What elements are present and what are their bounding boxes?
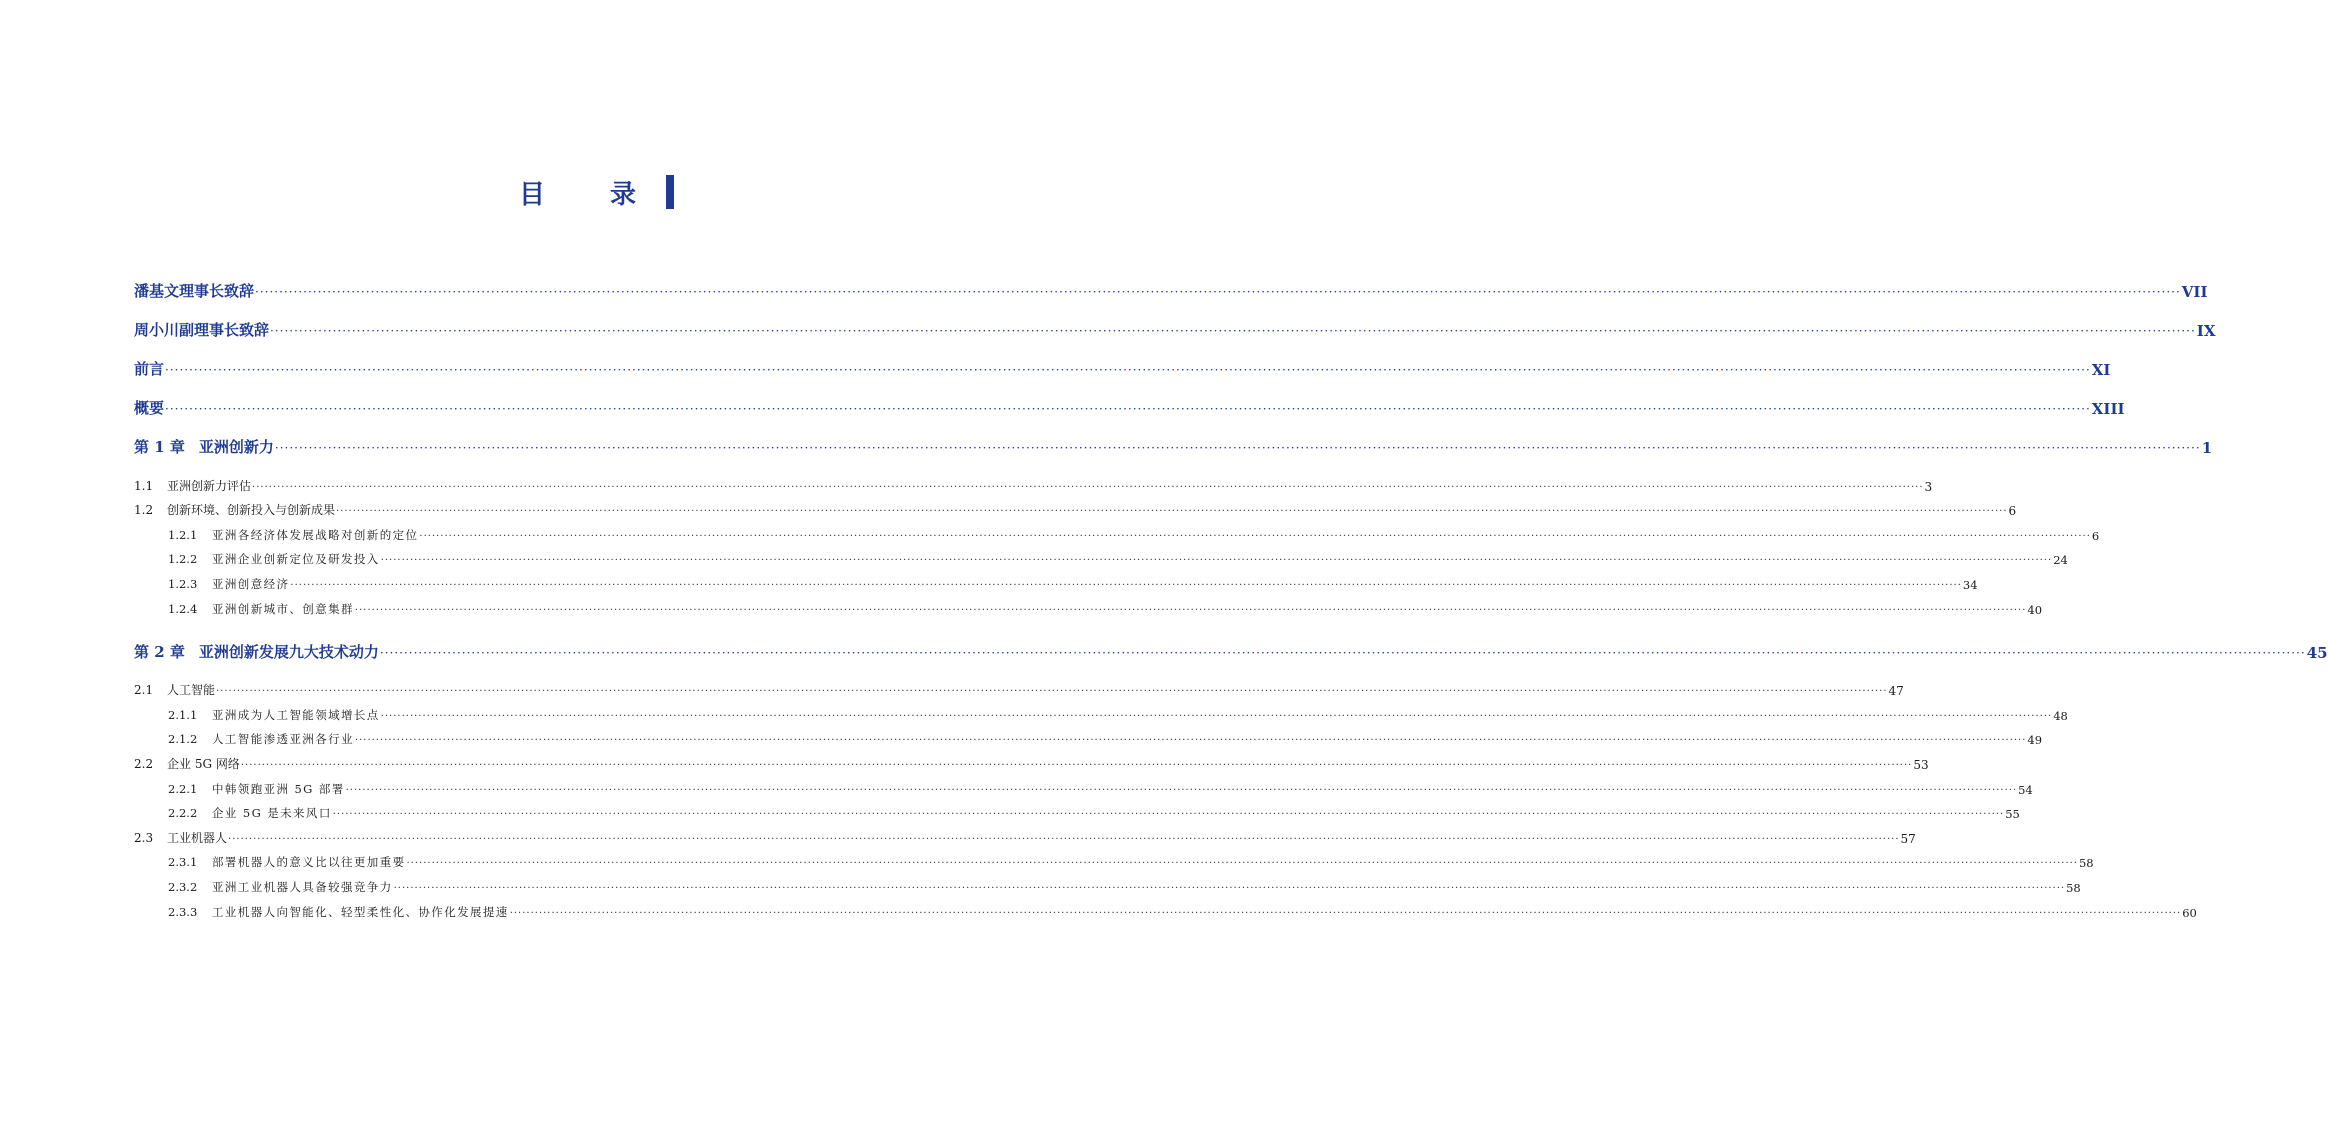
toc-header [519, 174, 674, 210]
toc-entry[interactable] [134, 674, 1904, 699]
toc-entry-label [134, 501, 335, 518]
toc-entry-number: 1.2 [134, 503, 154, 518]
dot-leader: ················································································································································································································································································································································································································ [228, 833, 1900, 845]
toc-entry-page: 47 [1888, 684, 1904, 699]
toc-entry-page: 54 [2018, 782, 2033, 797]
toc-entry-number: 2.3.1 [168, 855, 198, 870]
toc-entry-title: 亚洲成为人工智能领域增长点 [212, 707, 380, 722]
toc-entry-title: 人工智能 [167, 683, 216, 698]
table-of-contents [134, 262, 2328, 920]
toc-entry-title: 周小川副理事长致辞 [134, 321, 270, 339]
toc-entry-number: 1.2.1 [168, 527, 198, 542]
page-title: 目 录 [518, 179, 664, 210]
toc-entry[interactable] [134, 747, 1929, 772]
toc-entry-number: 1.2.4 [168, 601, 198, 616]
toc-entry-label [168, 731, 354, 747]
toc-entry-title: 企业 5G 是未来风口 [212, 806, 332, 821]
toc-entry-page: 57 [1900, 831, 1916, 846]
toc-entry-label [168, 879, 393, 895]
toc-entry-title: 亚洲创新城市、创意集群 [212, 601, 354, 616]
toc-entry-title: 亚洲创意经济 [212, 576, 290, 591]
dot-leader: ················································································································································································································································································································································································································ [354, 604, 2027, 616]
toc-entry-label [134, 280, 254, 301]
toc-entry-page: 49 [2027, 733, 2043, 748]
toc-entry[interactable] [134, 870, 2081, 895]
dot-leader: ················································································································································································································································································································································································································ [255, 285, 2181, 299]
toc-entry-number: 2.3.2 [168, 879, 198, 894]
toc-entry[interactable] [134, 494, 2017, 519]
toc-entry-title: 亚洲各经济体发展战略对创新的定位 [212, 527, 419, 542]
toc-entry-title: 企业 5G 网络 [167, 756, 240, 771]
toc-entry-label [134, 319, 269, 340]
toc-entry[interactable] [134, 418, 2213, 457]
toc-entry-label [168, 551, 380, 567]
toc-entry-title: 概要 [134, 399, 165, 417]
toc-entry-page: 58 [2078, 856, 2094, 871]
toc-entry-page: 53 [1913, 757, 1929, 772]
toc-entry[interactable] [134, 623, 2328, 662]
toc-entry-label [134, 397, 164, 418]
toc-entry-number: 1.2.3 [168, 576, 198, 591]
toc-entry[interactable] [134, 821, 1916, 846]
toc-entry-page: 34 [1962, 577, 1978, 592]
toc-entry-number: 2.3.3 [168, 904, 198, 919]
toc-entry-number: 第 2 章 [134, 642, 185, 661]
toc-entry-label [168, 527, 418, 543]
toc-entry-page: 58 [2066, 880, 2081, 895]
toc-entry-page: XI [2091, 361, 2111, 379]
toc-entry-number: 1.1 [134, 478, 154, 493]
dot-leader: ················································································································································································································································································································································································································ [240, 759, 1913, 771]
toc-entry[interactable] [134, 592, 2043, 617]
toc-entry-label [168, 601, 354, 617]
toc-entry[interactable] [134, 379, 2125, 418]
toc-entry-number: 2.1.1 [168, 707, 198, 722]
toc-entry-label [168, 904, 509, 920]
toc-entry-page: 45 [2306, 643, 2328, 662]
dot-leader: ················································································································································································································································································································································································································ [252, 481, 1924, 493]
dot-leader: ················································································································································································································································································································································································································ [380, 555, 2053, 567]
toc-entry-page: 24 [2053, 553, 2068, 568]
toc-entry-page: 6 [2091, 528, 2100, 543]
dot-leader: ················································································································································································································································································································································································································ [216, 686, 1888, 698]
toc-entry-label [168, 805, 332, 821]
toc-entry[interactable] [134, 543, 2068, 568]
toc-entry[interactable] [134, 772, 2033, 797]
toc-entry-number: 2.1.2 [168, 732, 198, 747]
toc-entry[interactable] [134, 301, 2216, 340]
toc-entry-page: 60 [2182, 905, 2197, 920]
toc-entry-label [134, 681, 215, 698]
dot-leader: ················································································································································································································································································································································································································ [290, 579, 1962, 591]
dot-leader: ················································································································································································································································································································································································································ [270, 324, 2196, 338]
toc-entry-label [134, 358, 164, 379]
dot-leader: ················································································································································································································································································································································································································ [509, 907, 2182, 919]
toc-entry-label [168, 781, 345, 797]
toc-entry-page: 3 [1924, 479, 1933, 494]
dot-leader: ················································································································································································································································································································································································································ [393, 882, 2066, 894]
toc-entry-label [168, 707, 380, 723]
title-accent-bar [666, 175, 674, 209]
toc-entry-number: 2.2.2 [168, 806, 198, 821]
toc-entry-page: IX [2196, 322, 2216, 340]
toc-entry-title: 亚洲创新力 [198, 438, 274, 456]
toc-entry-page: XIII [2091, 400, 2125, 418]
toc-entry-page: 55 [2005, 807, 2020, 822]
toc-entry-number: 2.2 [134, 756, 154, 771]
toc-entry-title: 亚洲创新发展九大技术动力 [198, 642, 379, 661]
dot-leader: ················································································································································································································································································································································································································ [380, 710, 2053, 722]
toc-entry-title: 部署机器人的意义比以往更加重要 [212, 855, 406, 870]
toc-entry-label [168, 854, 406, 870]
toc-entry-title: 亚洲工业机器人具备较强竞争力 [212, 879, 393, 894]
toc-entry[interactable] [134, 698, 2068, 723]
dot-leader: ················································································································································································································································································································································································································ [274, 441, 2201, 455]
toc-entry-label [134, 477, 251, 494]
toc-entry[interactable] [134, 895, 2197, 920]
toc-entry-number: 2.2.1 [168, 781, 198, 796]
toc-entry-title: 前言 [134, 360, 165, 378]
toc-entry-title: 工业机器人 [167, 830, 228, 845]
toc-entry-number: 2.1 [134, 683, 154, 698]
toc-entry[interactable] [134, 797, 2020, 822]
toc-entry-page: 40 [2027, 602, 2043, 617]
dot-leader: ················································································································································································································································································································································································································ [165, 363, 2091, 377]
dot-leader: ················································································································································································································································································································································································································ [336, 506, 2008, 518]
dot-leader: ················································································································································································································································································································································································································ [406, 858, 2078, 870]
dot-leader: ················································································································································································································································································································································································································ [332, 809, 2005, 821]
toc-entry-title: 亚洲创新力评估 [167, 478, 252, 493]
dot-leader: ················································································································································································································································································································································································································ [419, 530, 2091, 542]
toc-entry[interactable] [134, 469, 1933, 494]
toc-entry-title: 中韩领跑亚洲 5G 部署 [212, 781, 345, 796]
dot-leader: ················································································································································································································································································································································································································ [354, 735, 2027, 747]
toc-entry[interactable] [134, 340, 2111, 379]
toc-entry-title: 创新环境、创新投入与创新成果 [167, 503, 336, 518]
toc-entry[interactable] [134, 262, 2208, 301]
toc-entry-title: 人工智能渗透亚洲各行业 [212, 732, 354, 747]
toc-entry-label [134, 641, 379, 662]
toc-entry-page: 48 [2053, 708, 2068, 723]
toc-entry-page: 6 [2008, 504, 2017, 519]
toc-entry-label [168, 576, 289, 592]
dot-leader: ················································································································································································································································································································································································································ [345, 784, 2018, 796]
dot-leader: ················································································································································································································································································································································································································ [165, 402, 2091, 416]
toc-entry-page: VII [2181, 283, 2208, 301]
toc-entry-label [134, 829, 227, 846]
toc-entry-label [134, 436, 274, 457]
toc-entry[interactable] [134, 567, 1978, 592]
toc-entry[interactable] [134, 723, 2043, 748]
toc-entry[interactable] [134, 518, 2100, 543]
toc-entry[interactable] [134, 846, 2094, 871]
toc-entry-title: 潘基文理事长致辞 [134, 282, 255, 300]
dot-leader: ················································································································································································································································································································································································································ [379, 645, 2306, 660]
toc-entry-number: 1.2.2 [168, 552, 198, 567]
toc-entry-number: 第 1 章 [134, 438, 185, 456]
toc-entry-label [134, 755, 240, 772]
toc-entry-number: 2.3 [134, 830, 154, 845]
toc-entry-title: 工业机器人向智能化、轻型柔性化、协作化发展提速 [212, 904, 509, 919]
toc-entry-title: 亚洲企业创新定位及研发投入 [212, 552, 380, 567]
toc-entry-page: 1 [2201, 439, 2213, 457]
